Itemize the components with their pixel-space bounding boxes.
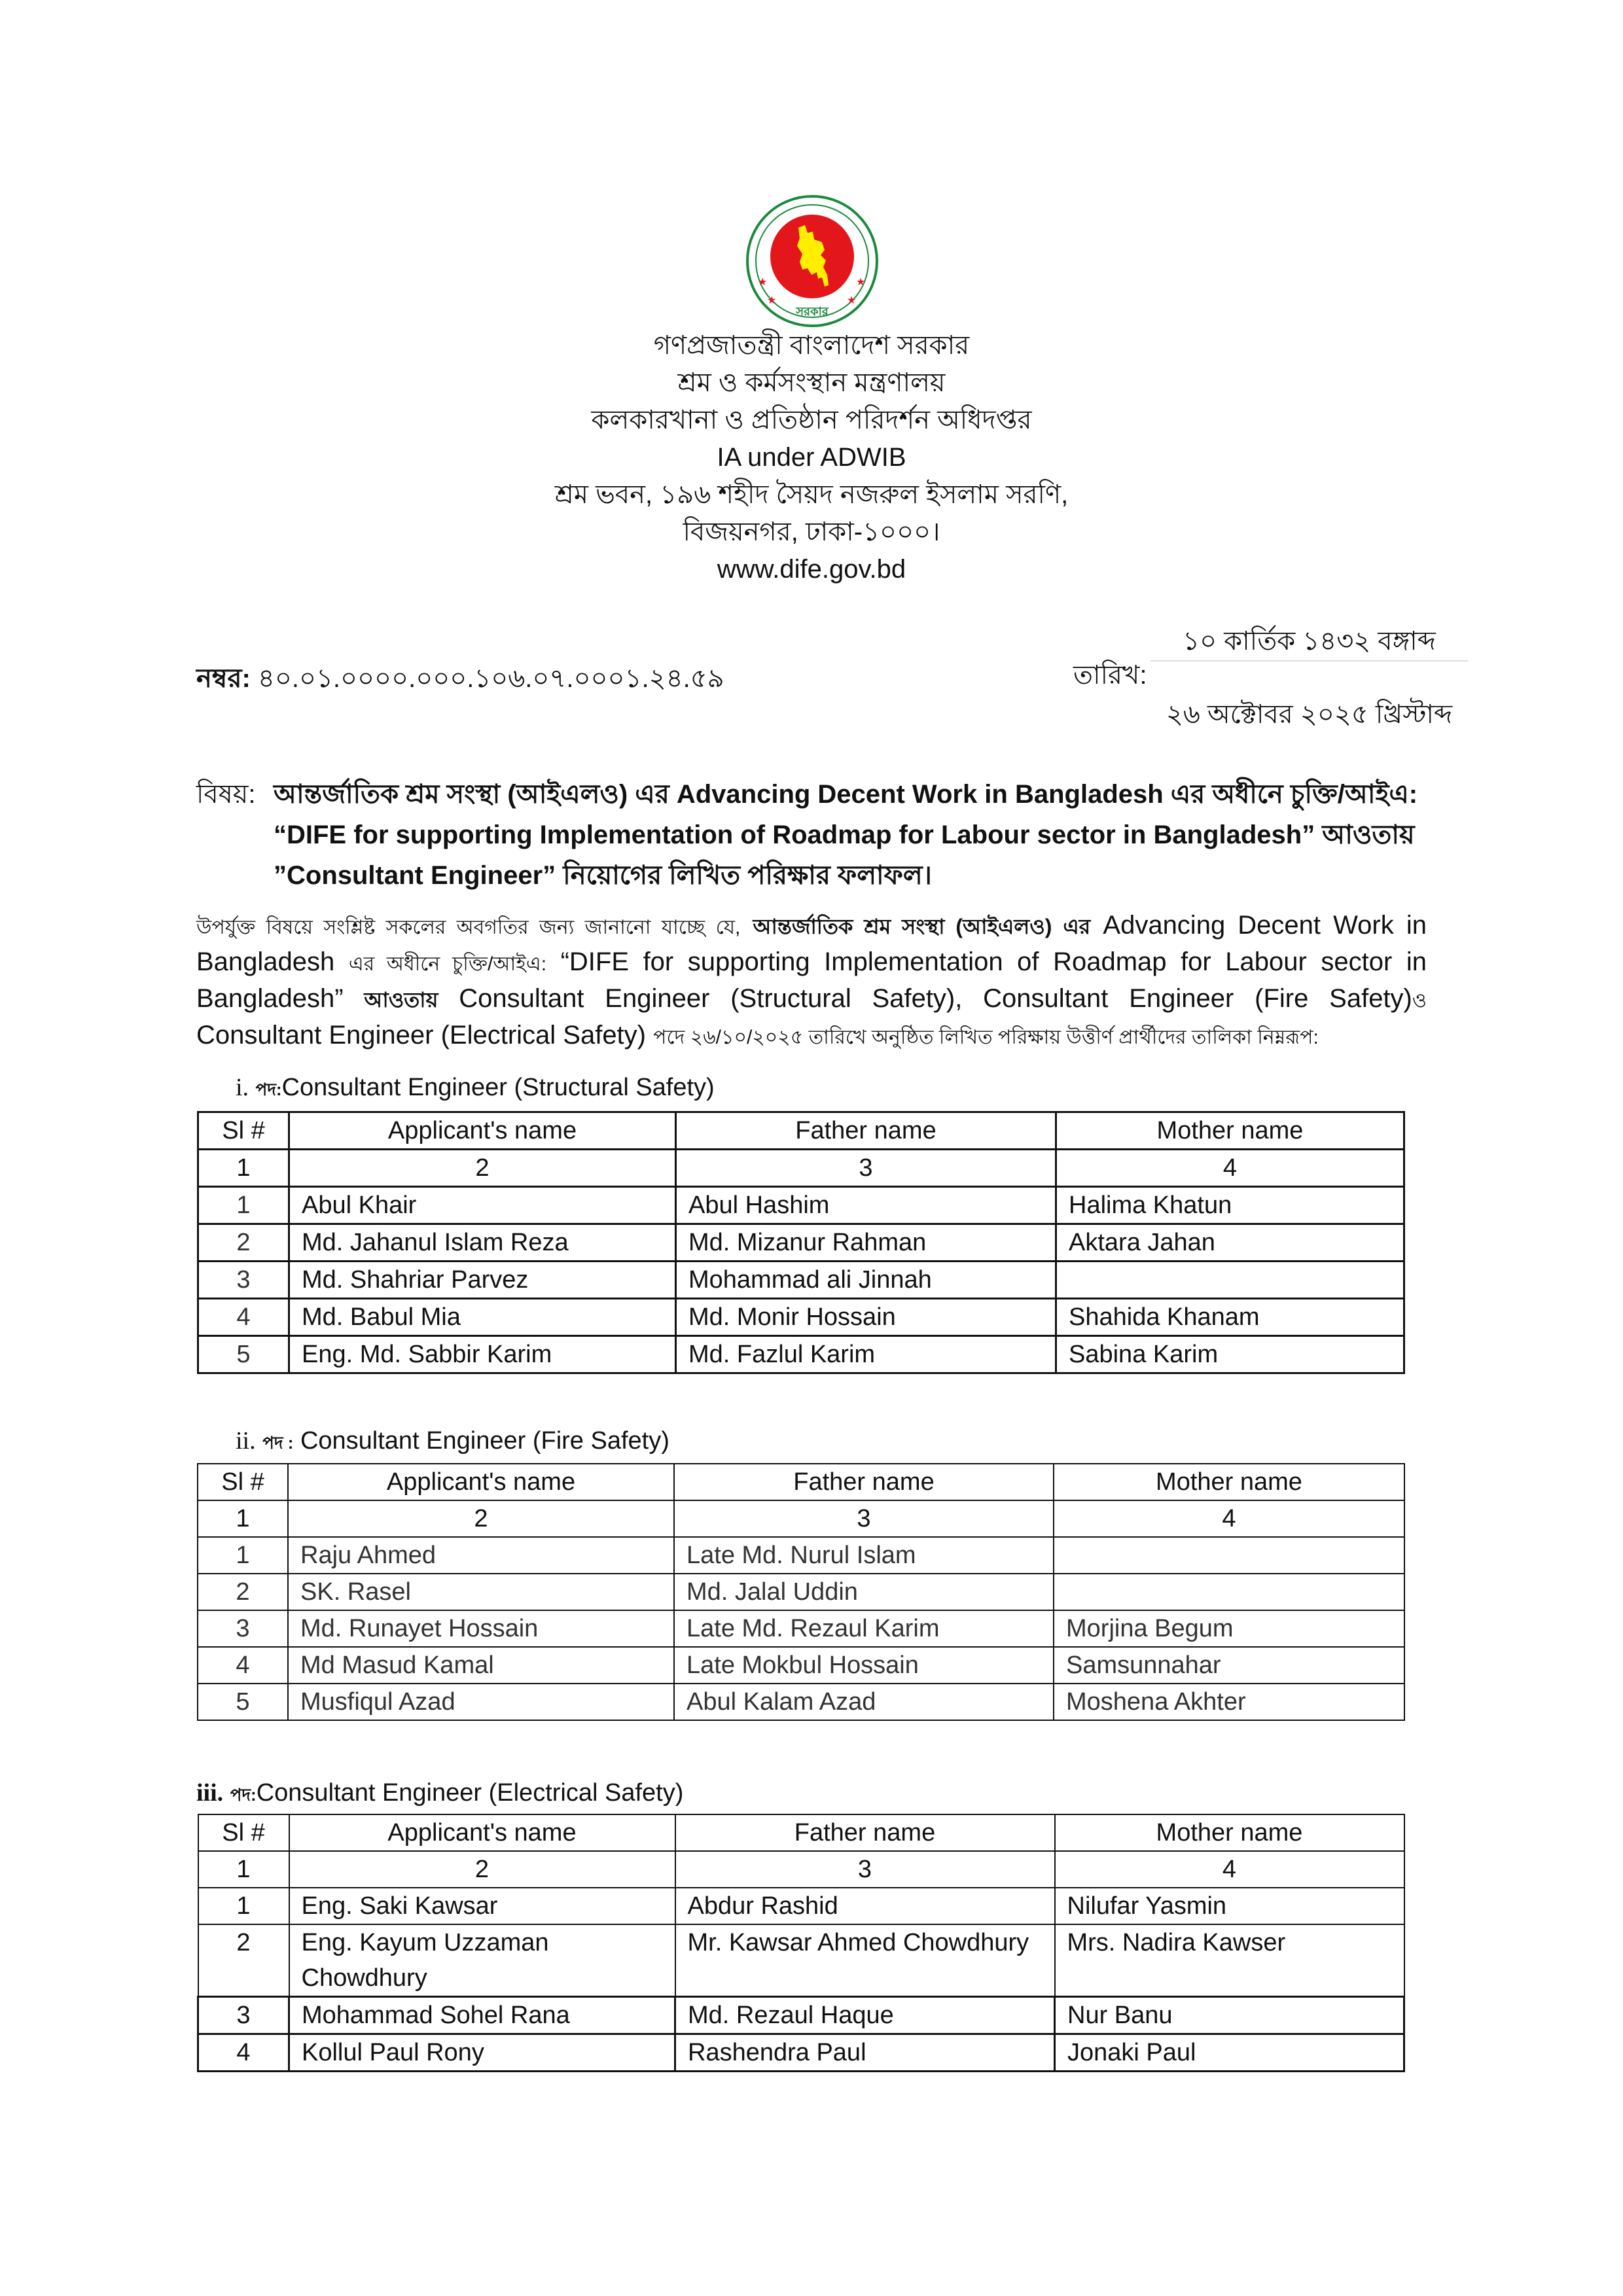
father-cell: Abul Hashim xyxy=(676,1187,1056,1224)
father-cell: Md. Monir Hossain xyxy=(676,1299,1056,1336)
table-row xyxy=(198,1610,1404,1647)
serial-cell: 5 xyxy=(198,1684,288,1720)
website-link[interactable]: www.dife.gov.bd xyxy=(717,555,906,584)
index-cell: 4 xyxy=(1055,1851,1404,1888)
applicant-cell: Mohammad Sohel Rana xyxy=(289,1997,675,2034)
table-row xyxy=(198,1888,1404,1924)
index-cell: 3 xyxy=(676,1150,1056,1187)
government-name: গণপ্রজাতন্ত্রী বাংলাদেশ সরকার xyxy=(653,331,970,360)
mother-cell xyxy=(1054,1537,1404,1574)
header-cell: Applicant's name xyxy=(289,1814,675,1851)
applicant-cell: Musfiqul Azad xyxy=(288,1684,674,1720)
section-numeral: ii. xyxy=(236,1427,256,1455)
index-cell: 1 xyxy=(198,1150,289,1187)
mother-cell: Halima Khatun xyxy=(1056,1187,1404,1224)
section-title-electrical xyxy=(196,1778,683,1810)
father-cell: Late Mokbul Hossain xyxy=(674,1647,1054,1684)
post-label: পদ: xyxy=(230,1785,257,1805)
index-cell: 2 xyxy=(289,1851,675,1888)
paragraph-text: এর অধীনে চুক্তি/আইএ: xyxy=(348,953,547,975)
serial-cell: 1 xyxy=(198,1888,289,1924)
section-numeral: iii. xyxy=(196,1779,224,1807)
header-cell: Mother name xyxy=(1054,1464,1404,1500)
paragraph-text: উপর্যুক্ত বিষয়ে সংশ্লিষ্ট সকলের অবগতির জন্য জানানো যাচ্ছে যে, xyxy=(196,917,741,938)
results-table-electrical xyxy=(197,1814,1405,2072)
table-row xyxy=(198,1262,1404,1299)
table-header-row xyxy=(198,1112,1404,1150)
serial-cell: 2 xyxy=(198,1574,288,1610)
father-cell: Mohammad ali Jinnah xyxy=(676,1262,1056,1299)
mother-cell: Jonaki Paul xyxy=(1055,2034,1404,2072)
post-label: পদ: xyxy=(255,1080,282,1099)
serial-cell: 4 xyxy=(198,1647,288,1684)
date-gregorian: ২৬ অক্টোবর ২০২৫ খ্রিস্টাব্দ xyxy=(1166,700,1453,729)
index-cell: 4 xyxy=(1056,1150,1404,1187)
paragraph-text-bold: আন্তর্জাতিক শ্রম সংস্থা (আইএলও) এর xyxy=(753,915,1091,938)
paragraph-text: ও xyxy=(1412,990,1427,1012)
header-cell: Sl # xyxy=(198,1112,289,1150)
ministry-name: শ্রম ও কর্মসংস্থান মন্ত্রণালয় xyxy=(677,368,946,397)
results-table-structural xyxy=(197,1111,1405,1374)
father-cell: Abdur Rashid xyxy=(675,1888,1055,1924)
subject-line-3: ”Consultant Engineer” নিয়োগের লিখিত পরিক্ষার ফলাফল। xyxy=(274,861,932,890)
table-row xyxy=(198,1574,1404,1610)
table-index-row xyxy=(198,1150,1404,1187)
table-index-row xyxy=(198,1500,1404,1537)
svg-text:সরকার: সরকার xyxy=(796,305,829,319)
paragraph-text: Consultant Engineer (Structural Safety), Consultant Engineer (Fire Safety) xyxy=(459,984,1412,1013)
address-line-2: বিজয়নগর, ঢাকা-১০০০। xyxy=(683,518,940,546)
memo-number xyxy=(196,658,724,701)
mother-cell: Samsunnahar xyxy=(1054,1647,1404,1684)
paragraph-text: “DIFE for supporting Implementation of Roadmap for Labour sector in Bangladesh” xyxy=(196,947,1427,1013)
index-cell: 4 xyxy=(1054,1500,1404,1537)
serial-cell: 2 xyxy=(198,1224,289,1262)
header-cell: Father name xyxy=(676,1112,1056,1150)
father-cell: Md. Rezaul Haque xyxy=(675,1997,1055,2034)
paragraph-text: Consultant Engineer (Electrical Safety) xyxy=(196,1021,646,1050)
table-row xyxy=(198,1684,1404,1720)
father-cell: Rashendra Paul xyxy=(675,2034,1055,2072)
index-cell: 2 xyxy=(289,1150,676,1187)
father-cell: Late Md. Rezaul Karim xyxy=(674,1610,1054,1647)
mother-cell: Nilufar Yasmin xyxy=(1055,1888,1404,1924)
serial-cell: 3 xyxy=(198,1610,288,1647)
mother-cell: Morjina Begum xyxy=(1054,1610,1404,1647)
table-row xyxy=(198,1299,1404,1336)
father-cell: Late Md. Nurul Islam xyxy=(674,1537,1054,1574)
table-row xyxy=(198,1336,1404,1373)
results-table-fire xyxy=(197,1463,1405,1721)
table-row xyxy=(198,2034,1404,2072)
table-row xyxy=(198,1187,1404,1224)
serial-cell: 1 xyxy=(198,1537,288,1574)
index-cell: 2 xyxy=(288,1500,674,1537)
father-cell: Md. Mizanur Rahman xyxy=(676,1224,1056,1262)
svg-text:★: ★ xyxy=(847,294,857,306)
header-cell: Sl # xyxy=(198,1814,289,1851)
serial-cell: 3 xyxy=(198,1997,289,2034)
ia-label: IA under ADWIB xyxy=(717,443,906,472)
mother-cell xyxy=(1054,1574,1404,1610)
table-row xyxy=(198,1647,1404,1684)
applicant-cell: Raju Ahmed xyxy=(288,1537,674,1574)
mother-cell: Moshena Akhter xyxy=(1054,1684,1404,1720)
serial-cell: 4 xyxy=(198,2034,289,2072)
header-cell: Father name xyxy=(675,1814,1055,1851)
date-label: তারিখ: xyxy=(1073,661,1147,690)
table-header-row xyxy=(198,1464,1404,1500)
mother-cell xyxy=(1056,1262,1404,1299)
address-line-1: শ্রম ভবন, ১৯৬ শহীদ সৈয়দ নজরুল ইসলাম সরণি, xyxy=(554,480,1069,509)
serial-cell: 5 xyxy=(198,1336,289,1373)
date-bangla: ১০ কার্তিক ১৪৩২ বঙ্গাব্দ xyxy=(1183,627,1436,656)
applicant-cell: Md. Runayet Hossain xyxy=(288,1610,674,1647)
header-cell: Applicant's name xyxy=(289,1112,676,1150)
table-index-row xyxy=(198,1851,1404,1888)
post-title: Consultant Engineer (Fire Safety) xyxy=(300,1427,669,1455)
serial-cell: 1 xyxy=(198,1187,289,1224)
index-cell: 1 xyxy=(198,1851,289,1888)
father-cell: Md. Fazlul Karim xyxy=(676,1336,1056,1373)
serial-cell: 3 xyxy=(198,1262,289,1299)
applicant-cell: Eng. Md. Sabbir Karim xyxy=(289,1336,676,1373)
memo-number-value: ৪০.০১.০০০০.০০০.১০৬.০৭.০০০১.২৪.৫৯ xyxy=(257,664,724,693)
applicant-cell: SK. Rasel xyxy=(288,1574,674,1610)
section-title-structural xyxy=(236,1073,715,1105)
memo-number-label: নম্বর: xyxy=(196,664,251,693)
header-cell: Father name xyxy=(674,1464,1054,1500)
header-cell: Sl # xyxy=(198,1464,288,1500)
mother-cell: Sabina Karim xyxy=(1056,1336,1404,1373)
post-label: পদ : xyxy=(262,1433,294,1453)
table-row xyxy=(198,1924,1404,1997)
section-title-fire xyxy=(236,1426,669,1458)
table-row xyxy=(198,1224,1404,1262)
index-cell: 3 xyxy=(674,1500,1054,1537)
paragraph-text: Advancing Decent Work in Bangladesh xyxy=(196,911,1427,976)
svg-text:★: ★ xyxy=(767,294,777,306)
applicant-cell: Abul Khair xyxy=(289,1187,676,1224)
table-row xyxy=(198,1997,1404,2034)
mother-cell: Aktara Jahan xyxy=(1056,1224,1404,1262)
svg-text:★: ★ xyxy=(758,275,768,288)
mother-cell: Shahida Khanam xyxy=(1056,1299,1404,1336)
date-divider xyxy=(1150,660,1468,694)
mother-cell: Nur Banu xyxy=(1055,1997,1404,2034)
subject-line-1: আন্তর্জাতিক শ্রম সংস্থা (আইএলও) এর Advancing Decent Work in Bangladesh এর অধীনে চুক্তি/আইএ: xyxy=(274,780,1418,809)
table-row xyxy=(198,1537,1404,1574)
applicant-cell: Md. Jahanul Islam Reza xyxy=(289,1224,676,1262)
department-name: কলকারখানা ও প্রতিষ্ঠান পরিদর্শন অধিদপ্তর xyxy=(591,406,1032,434)
father-cell: Abul Kalam Azad xyxy=(674,1684,1054,1720)
subject-label: বিষয়: xyxy=(196,780,256,809)
applicant-cell: Md. Shahriar Parvez xyxy=(289,1262,676,1299)
section-numeral: i. xyxy=(236,1074,249,1101)
letterhead xyxy=(0,327,1623,588)
mother-cell: Mrs. Nadira Kawser xyxy=(1055,1924,1404,1997)
paragraph-text-bold: আওতায় xyxy=(364,988,438,1012)
serial-cell: 4 xyxy=(198,1299,289,1336)
father-cell: Md. Jalal Uddin xyxy=(674,1574,1054,1610)
government-seal-icon xyxy=(745,194,880,328)
applicant-cell: Md. Babul Mia xyxy=(289,1299,676,1336)
applicant-cell: Md Masud Kamal xyxy=(288,1647,674,1684)
applicant-cell: Eng. Saki Kawsar xyxy=(289,1888,675,1924)
index-cell: 3 xyxy=(675,1851,1055,1888)
father-cell: Mr. Kawsar Ahmed Chowdhury xyxy=(675,1924,1055,1997)
post-title: Consultant Engineer (Structural Safety) xyxy=(281,1074,715,1101)
applicant-cell: Kollul Paul Rony xyxy=(289,2034,675,2072)
header-cell: Applicant's name xyxy=(288,1464,674,1500)
svg-text:★: ★ xyxy=(856,275,866,288)
serial-cell: 2 xyxy=(198,1924,289,1997)
subject-line-2: “DIFE for supporting Implementation of Roadmap for Labour sector in Bangladesh” আওতায় xyxy=(274,821,1415,849)
applicant-cell: Eng. Kayum Uzzaman Chowdhury xyxy=(289,1924,675,1997)
paragraph-text: পদে ২৬/১০/২০২৫ তারিখে অনুষ্ঠিত লিখিত পরিক্ষায় উত্তীর্ণ প্রার্থীদের তালিকা নিম্নরূপ: xyxy=(653,1027,1319,1048)
header-cell: Mother name xyxy=(1056,1112,1404,1150)
post-title: Consultant Engineer (Electrical Safety) xyxy=(256,1779,684,1807)
header-cell: Mother name xyxy=(1055,1814,1404,1851)
index-cell: 1 xyxy=(198,1500,288,1537)
body-paragraph xyxy=(196,908,1427,1055)
table-header-row xyxy=(198,1814,1404,1851)
